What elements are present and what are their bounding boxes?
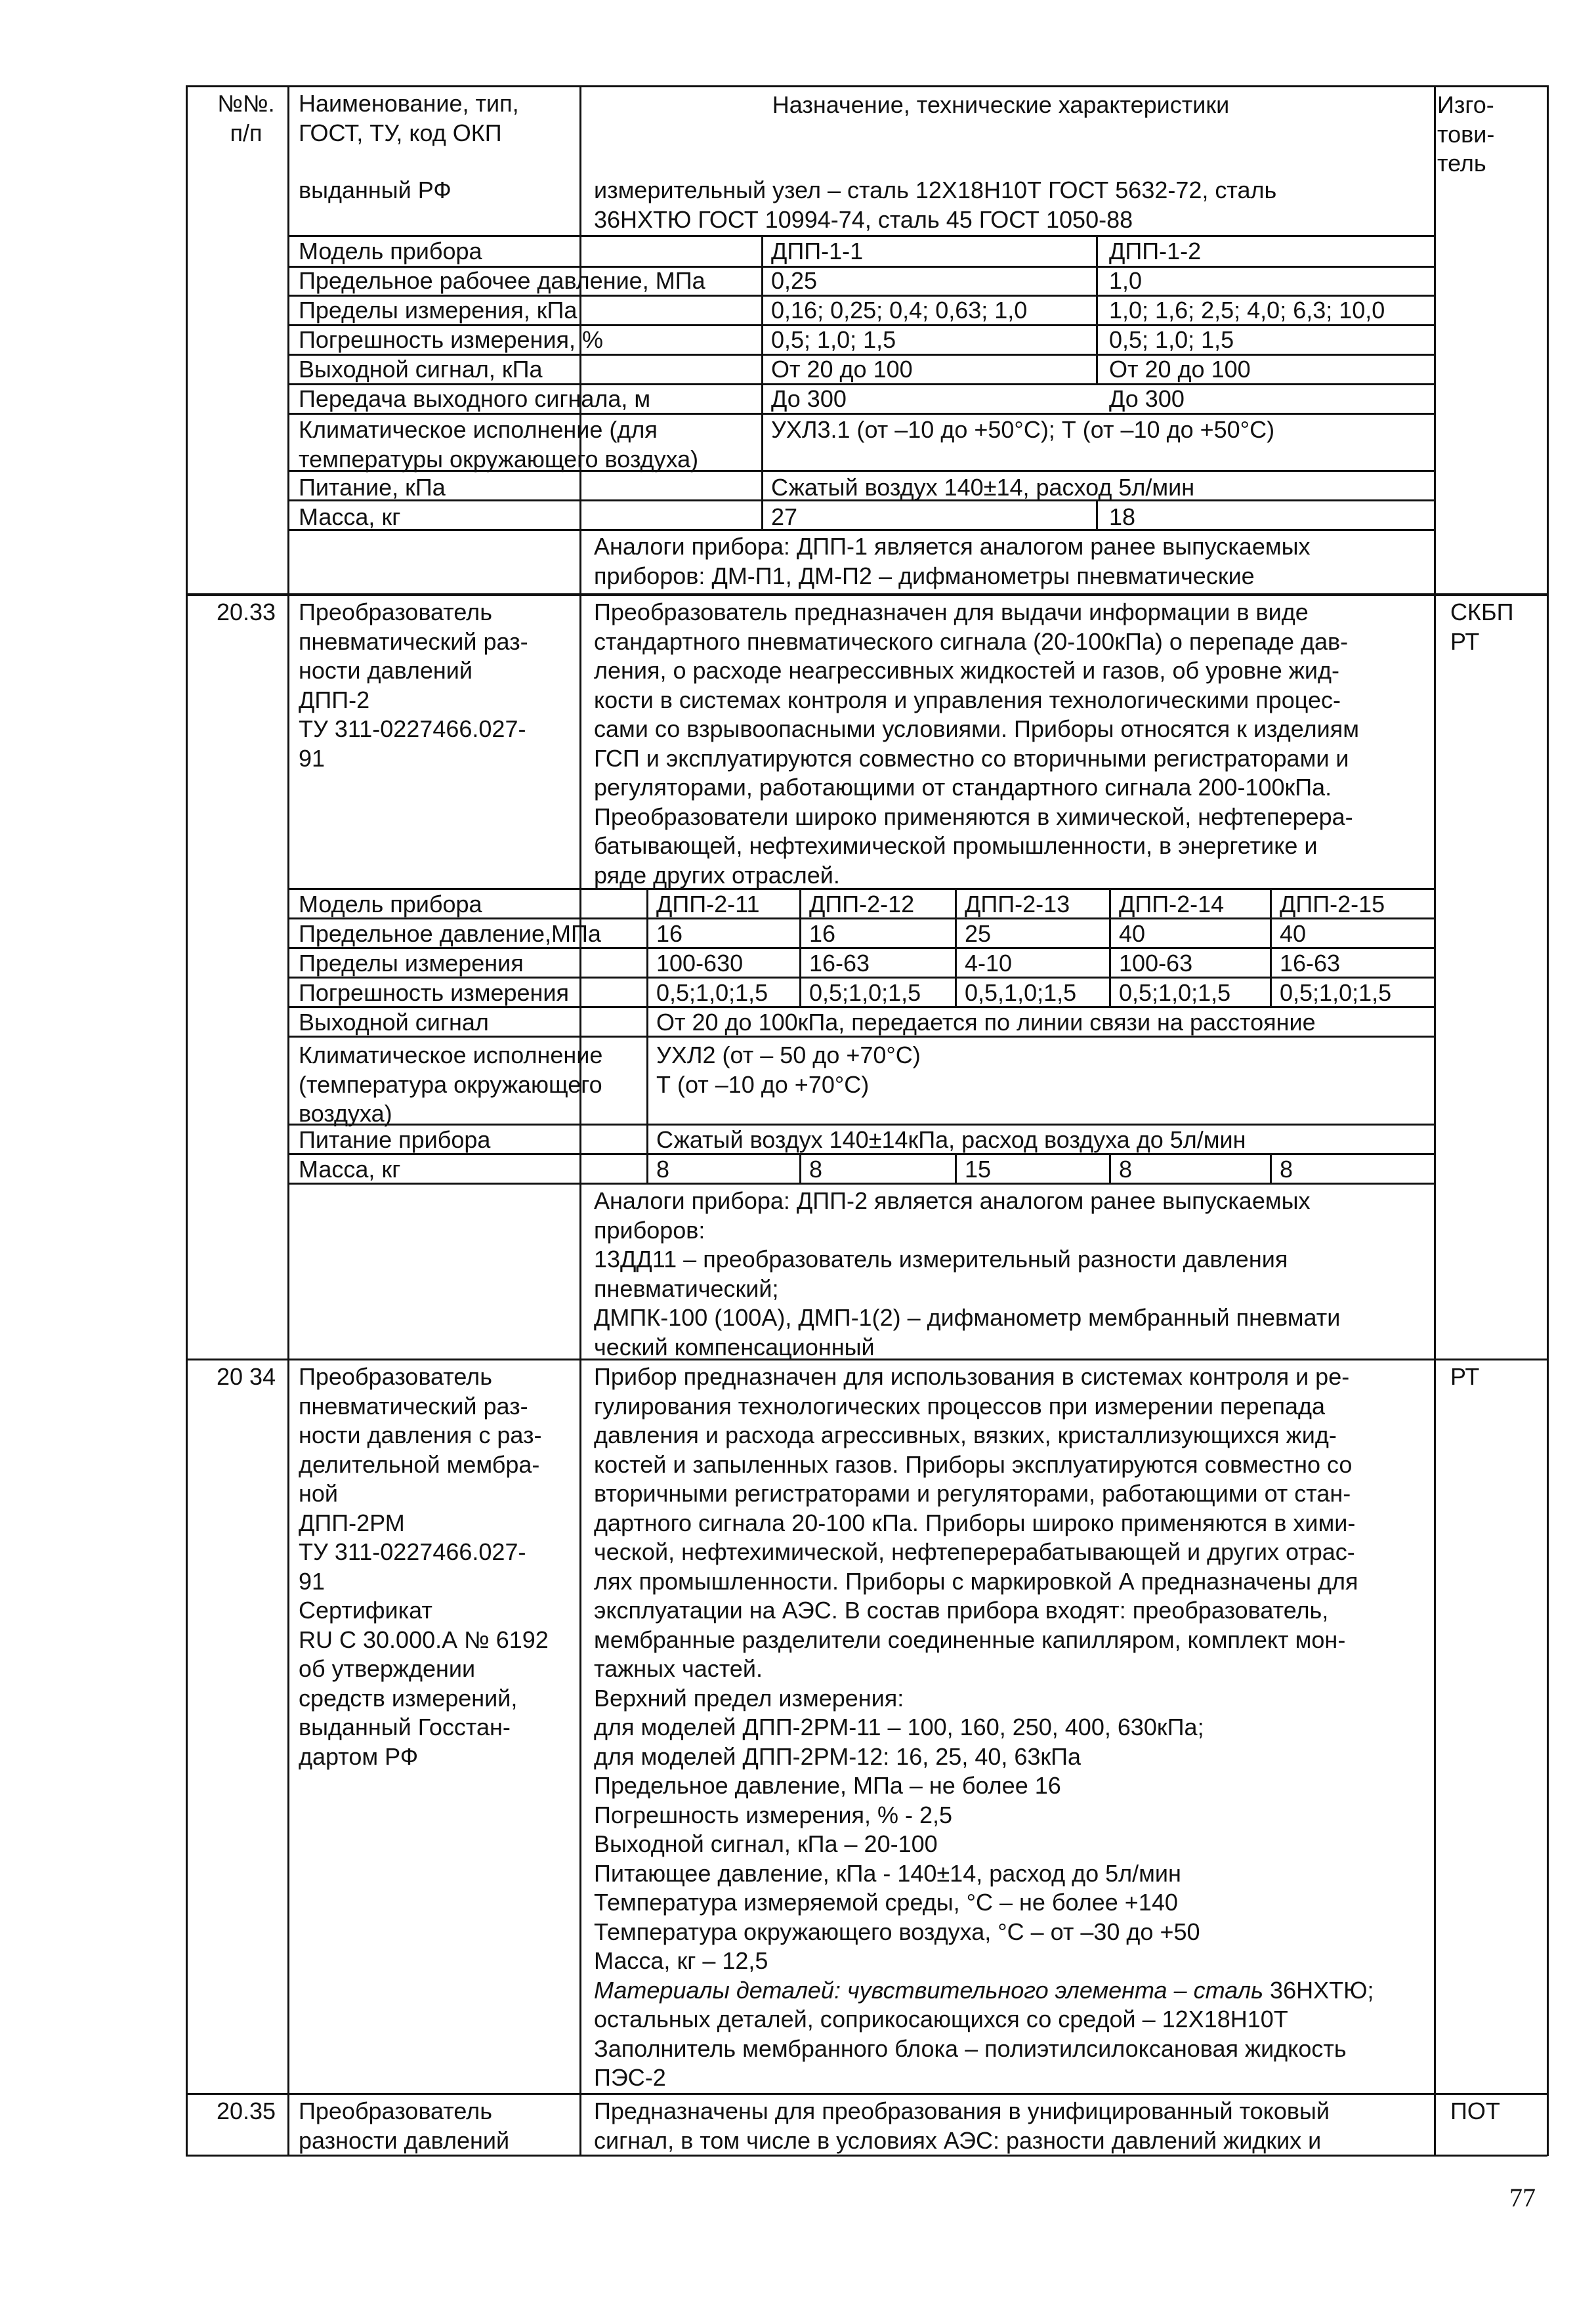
grid-line [287,947,1434,949]
text-line: пневматический раз- [299,627,528,655]
dpp1-row-label: Передача выходного сигнала, м [299,385,651,412]
dpp2-cell: 15 [965,1156,992,1183]
item-2035-number: 20.35 [216,2097,276,2124]
grid-line [287,499,1434,501]
dpp2-cell: ДПП-2-13 [965,891,1070,917]
dpp2-row-value: От 20 до 100кПа, передается по линии связи на расстояние [656,1009,1316,1036]
prev-item-materials [594,176,1421,234]
item-2034-maker: РТ [1450,1363,1480,1390]
dpp2-row-label: Модель прибора [299,891,482,917]
text-line: Наименование, тип, [299,90,519,117]
dpp1-row-value: 0,5; 1,0; 1,5 [1109,326,1234,353]
text-line: лях промышленности. Приборы с маркировкой А предназначены для [594,1567,1358,1595]
dpp1-row-value: До 300 [1109,385,1185,412]
text-line: ГОСТ, ТУ, код ОКП [299,119,502,146]
text-line: СКБП [1450,599,1514,625]
text-line: 91 [299,744,326,772]
text-line: мембранные разделители соединенные капилляром, комплект мон- [594,1626,1346,1653]
grid-line [799,1153,801,1183]
text-line: разности давлений [299,2126,510,2154]
dpp2-cell: 16 [656,920,683,947]
grid-line [186,2093,1547,2095]
text-line: тель [1437,150,1486,177]
grid-line [1270,1153,1272,1183]
dpp1-row-value: До 300 [771,385,847,412]
grid-line [287,1183,1434,1185]
grid-line [287,295,1434,297]
item-2035-name [299,2097,587,2155]
text-line: Температура окружающего воздуха, °С – от –30 до +50 [594,1918,1200,1945]
dpp2-cell: 16-63 [809,950,870,977]
dpp2-row-label: Выходной сигнал [299,1009,489,1036]
grid-line [1096,499,1098,529]
text-line: Температура измеряемой среды, °С – не более +140 [594,1889,1178,1916]
text-line: п/п [230,119,262,146]
item-2034-number: 20 34 [216,1363,276,1390]
dpp2-row-label: Пределы измерения [299,950,524,977]
text-line: Аналоги прибора: ДПП-2 является аналогом ранее выпускаемых [594,1187,1311,1214]
text-line: делительной мембра- [299,1450,540,1478]
dpp2-cell: 8 [656,1156,670,1183]
text-line: Изго- [1437,91,1494,118]
text-line: 36НХТЮ ГОСТ 10994-74, сталь 45 ГОСТ 1050-88 [594,205,1133,233]
text-line: регуляторами, работающими от стандартного сигнала 200-100кПа. [594,774,1332,801]
text-line: ности давлений [299,657,472,684]
text-line: ной [299,1480,339,1507]
text-line: Преобразователь [299,2097,492,2124]
grid-line [287,266,1434,268]
text-line: Прибор предназначен для использования в системах контроля и ре- [594,1363,1350,1390]
dpp2-cell: 25 [965,920,992,947]
dpp1-row-value: 0,5; 1,0; 1,5 [771,326,896,353]
text-line: остальных деталей, соприкосающихся со средой – 12Х18Н10Т [594,2006,1288,2033]
grid-line [287,324,1434,326]
text-line: RU С 30.000.А № 6192 [299,1626,549,1653]
grid-line [1109,1153,1111,1183]
dpp2-row-label: Питание прибора [299,1126,491,1153]
dpp2-cell: 40 [1119,920,1146,947]
text-line: для моделей ДПП-2РМ-11 – 100, 160, 250, 400, 630кПа; [594,1714,1204,1740]
dpp1-row-label: Выходной сигнал, кПа [299,356,543,383]
text-line: (температура окружающего [299,1070,602,1098]
text-line: измерительный узел – сталь 12Х18Н10Т ГОСТ 5632-72, сталь [594,177,1277,203]
grid-line [186,85,1547,87]
item-2035-maker: ПОТ [1450,2097,1500,2124]
grid-line [287,413,1434,415]
grid-line [955,1153,957,1183]
text-line: ряде других отраслей. [594,861,840,889]
dpp1-mass-v1: 27 [771,503,798,530]
text-line: Погрешность измерения, % - 2,5 [594,1801,953,1828]
dpp2-climate-value [656,1041,1181,1099]
item-2033-name [299,598,587,773]
text-line: №№. [217,90,275,117]
dpp2-row-label: Предельное давление,МПа [299,920,601,947]
dpp2-cell: 0,5;1,0;1,5 [656,979,768,1006]
dpp1-mass-label: Масса, кг [299,503,401,530]
grid-line [186,1359,1547,1360]
text-line: батывающей, нефтехимической промышленности, в энергетике и [594,832,1318,859]
text-line: ческой, нефтехимической, нефтеперерабатывающей и других отрас- [594,1538,1355,1565]
dpp1-climate-label [299,415,745,474]
text-line: Т (от –10 до +70°С) [656,1070,870,1098]
grid-line [287,1006,1434,1008]
dpp2-cell: ДПП-2-12 [809,891,915,917]
dpp2-cell: 8 [809,1156,823,1183]
item-2033-analogs [594,1187,1421,1362]
text-line: вторичными регистраторами и регуляторами, работающими от стан- [594,1480,1351,1507]
grid-line [1547,85,1549,2156]
text-line: ПЭС-2 [594,2064,666,2091]
grid-line [1096,235,1098,383]
dpp1-supply-label: Питание, кПа [299,474,446,501]
grid-line [186,593,1547,596]
dpp1-row-value: 1,0; 1,6; 2,5; 4,0; 6,3; 10,0 [1109,297,1385,324]
text-line: ДМПК-100 (100А), ДМП-1(2) – дифманометр мембранный пневмати [594,1304,1341,1331]
item-2034-description [594,1362,1427,1976]
text-line: приборов: [594,1216,705,1244]
grid-line [761,235,763,529]
text-line: приборов: ДМ-П1, ДМ-П2 – дифманометры пневматические [594,562,1255,589]
grid-line [287,1124,1434,1126]
text-line: кости в системах контроля и управления технологическими процес- [594,686,1341,713]
text-line: Заполнитель мембранного блока – полиэтилсилоксановая жидкость [594,2034,1347,2062]
grid-line [287,917,1434,919]
text-line: пневматический раз- [299,1392,528,1420]
text-line: ТУ 311-0227466.027- [299,715,526,742]
dpp1-row-value: 1,0 [1109,267,1143,294]
grid-line [186,85,188,2156]
text-line: температуры окружающего воздуха) [299,445,699,473]
dpp1-row-value: От 20 до 100 [771,356,913,383]
text-line: пневматический; [594,1275,779,1302]
text-line: Сертификат [299,1597,432,1624]
dpp1-row-label: Модель прибора [299,238,482,264]
text-line: об утверждении [299,1655,476,1682]
dpp1-row-label: Погрешность измерения, % [299,326,604,353]
grid-line [799,888,801,1006]
text-line: РТ [1450,627,1480,655]
text-line: ТУ 311-0227466.027- [299,1538,526,1565]
text-line: гулирования технологических процессов при измерении перепада [594,1392,1326,1420]
header-purpose: Назначение, технические характеристики [772,91,1230,118]
text-line: тажных частей. [594,1655,763,1682]
item-2033-maker [1450,598,1542,656]
dpp1-row-label: Предельное рабочее давление, МПа [299,267,705,294]
materials-italic: Материалы деталей: чувствительного элемента – сталь [594,1977,1264,2004]
text-line: ГСП и эксплуатируются совместно со вторичными регистраторами и [594,744,1349,772]
dpp1-mass-v2: 18 [1109,503,1136,530]
grid-line [287,1153,1434,1155]
text-line: давления и расхода агрессивных, вязких, кристаллизующихся жид- [594,1422,1337,1448]
item-2034-name [299,1362,587,1771]
dpp1-row-value: От 20 до 100 [1109,356,1251,383]
dpp1-row-value: ДПП-1-1 [771,238,864,264]
text-line: Преобразователи широко применяются в химической, нефтеперера- [594,803,1353,830]
item-2034-materials-rest [594,2005,1427,2093]
grid-line [287,235,1434,237]
dpp2-row-label: Погрешность измерения [299,979,570,1006]
text-line: тови- [1437,120,1495,148]
text-line: сигнал, в том числе в условиях АЭС: разности давлений жидких и [594,2126,1322,2154]
grid-line [287,383,1434,385]
dpp2-cell: 0,5;1,0;1,5 [1280,979,1392,1006]
text-line: ДПП-2РМ [299,1509,405,1536]
dpp1-row-value: 0,16; 0,25; 0,4; 0,63; 1,0 [771,297,1028,324]
text-line: УХЛ2 (от – 50 до +70°С) [656,1042,921,1068]
dpp2-cell: ДПП-2-11 [656,891,760,917]
text-line: выданный Госстан- [299,1714,511,1740]
item-2035-description [594,2097,1427,2155]
dpp1-supply-value: Сжатый воздух 140±14, расход 5л/мин [771,474,1195,501]
text-line: ления, о расходе неагрессивных жидкостей и газов, об уровне жид- [594,657,1339,684]
grid-line [186,2155,1547,2157]
text-line: Предельное давление, МПа – не более 16 [594,1772,1061,1799]
text-line: Преобразователь [299,599,492,625]
text-line: Климатическое исполнение (для [299,416,658,443]
dpp1-climate-value: УХЛ3.1 (от –10 до +50°С); Т (от –10 до +50°С) [771,416,1275,443]
item-2034-materials-line [594,1976,1374,2006]
text-line: Преобразователь предназначен для выдачи информации в виде [594,599,1309,625]
grid-line [287,977,1434,979]
grid-line [287,529,1434,531]
dpp1-row-label: Пределы измерения, кПа [299,297,578,324]
dpp2-cell: 100-63 [1119,950,1193,977]
dpp2-cell: 8 [1119,1156,1133,1183]
text-line: костей и запыленных газов. Приборы эксплуатируются совместно со [594,1450,1353,1478]
header-number [197,89,295,148]
materials-rest: 36НХТЮ; [1263,1977,1374,2004]
page-number: 77 [1509,2183,1536,2212]
dpp2-cell: 4-10 [965,950,1013,977]
header-name [299,89,574,148]
text-line: стандартного пневматического сигнала (20-100кПа) о перепаде дав- [594,627,1349,655]
dpp2-cell: 0,5,1,0;1,5 [965,979,1077,1006]
grid-line [1434,85,1436,2156]
text-line: Преобразователь [299,1363,492,1390]
dpp2-cell: ДПП-2-15 [1280,891,1385,917]
text-line: ДПП-2 [299,686,370,713]
grid-line [1109,888,1111,1006]
dpp2-cell: 100-630 [656,950,744,977]
text-line: Масса, кг – 12,5 [594,1947,768,1974]
grid-line [287,1036,1434,1038]
dpp2-cell: 40 [1280,920,1307,947]
dpp2-row-value: Сжатый воздух 140±14кПа, расход воздуха до 5л/мин [656,1126,1246,1153]
dpp2-cell: 0,5;1,0;1,5 [1119,979,1231,1006]
text-line: дартного сигнала 20-100 кПа. Приборы широко применяются в хими- [594,1509,1356,1536]
text-line: воздуха) [299,1100,392,1127]
dpp2-cell: 8 [1280,1156,1293,1183]
text-line: эксплуатации на АЭС. В состав прибора входят: преобразователь, [594,1597,1329,1624]
text-line: ческий компенсационный [594,1333,875,1360]
grid-line [287,354,1434,356]
dpp2-cell: 16 [809,920,836,947]
text-line: 13ДД11 – преобразователь измерительный разности давления [594,1246,1288,1273]
text-line: средств измерений, [299,1684,518,1712]
grid-line [287,85,289,2156]
text-line: Аналоги прибора: ДПП-1 является аналогом ранее выпускаемых [594,533,1311,560]
header-maker [1437,91,1529,179]
dpp1-row-value: 0,25 [771,267,818,294]
dpp1-analogs [594,532,1421,591]
text-line: ности давления с раз- [299,1422,542,1448]
text-line: дартом РФ [299,1742,419,1770]
text-line: Выходной сигнал, кПа – 20-100 [594,1830,938,1857]
item-2033-number: 20.33 [216,599,276,625]
text-line: сами со взрывоопасными условиями. Приборы относятся к изделиям [594,715,1359,742]
text-line: Предназначены для преобразования в унифицированный токовый [594,2097,1330,2124]
grid-line [287,470,1434,472]
grid-line [646,888,648,1183]
grid-line [955,888,957,1006]
dpp2-cell: ДПП-2-14 [1119,891,1225,917]
text-line: 91 [299,1567,326,1595]
text-line: для моделей ДПП-2РМ-12: 16, 25, 40, 63кПа [594,1742,1082,1770]
text-line: Климатическое исполнение [299,1042,603,1068]
text-line: Верхний предел измерения: [594,1684,904,1712]
dpp2-cell: 0,5;1,0;1,5 [809,979,921,1006]
text-line: Питающее давление, кПа - 140±14, расход до 5л/мин [594,1859,1181,1887]
dpp2-cell: 16-63 [1280,950,1341,977]
dpp2-climate-label [299,1041,640,1129]
item-2033-description [594,598,1427,890]
grid-line [287,888,1434,890]
dpp2-row-label: Масса, кг [299,1156,401,1183]
dpp1-row-value: ДПП-1-2 [1109,238,1202,264]
grid-line [579,85,581,2156]
grid-line [1270,888,1272,1006]
prev-item-name-tail: выданный РФ [299,177,452,203]
